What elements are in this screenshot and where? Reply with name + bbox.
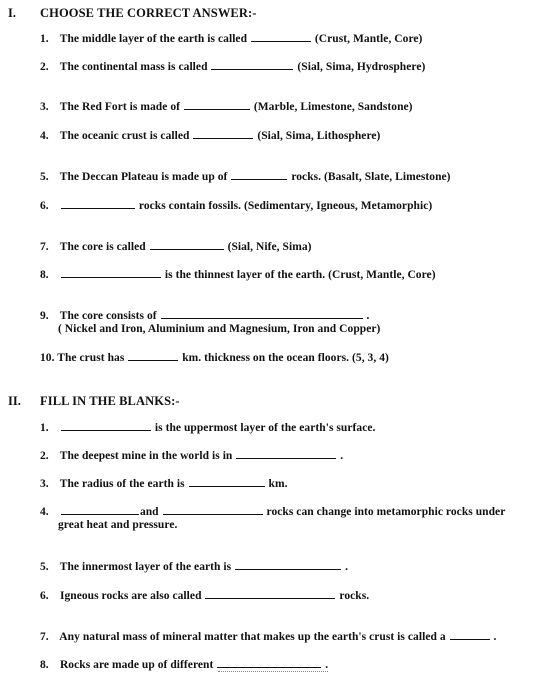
s2-question-4-continued: great heat and pressure.: [58, 519, 178, 531]
answer-blank[interactable]: [236, 449, 336, 459]
answer-blank[interactable]: [163, 505, 263, 515]
answer-blank[interactable]: [128, 351, 178, 361]
s1-question-6: 6. rocks contain fossils. (Sedimentary, Igneous, Metamorphic): [40, 200, 433, 212]
section-2-title: FILL IN THE BLANKS:-: [40, 394, 180, 408]
s1-question-4: 4. The oceanic crust is called (Sial, Sima, Lithosphere): [40, 130, 381, 142]
answer-blank[interactable]: [193, 129, 253, 139]
s2-question-2: 2. The deepest mine in the world is in .: [40, 450, 344, 462]
answer-blank[interactable]: [205, 589, 335, 599]
s2-question-3: 3. The radius of the earth is km.: [40, 478, 288, 490]
s2-question-5: 5. The innermost layer of the earth is .: [40, 561, 348, 573]
s1-question-1: 1. The middle layer of the earth is called (Crust, Mantle, Core): [40, 33, 423, 45]
answer-blank[interactable]: [161, 309, 363, 319]
s1-question-10: 10. The crust has km. thickness on the ocean floors. (5, 3, 4): [40, 352, 389, 364]
section-1-title: CHOOSE THE CORRECT ANSWER:-: [40, 6, 257, 20]
section-1-number: I.: [8, 6, 16, 20]
s1-question-7: 7. The core is called (Sial, Nife, Sima): [40, 241, 312, 253]
s2-question-7: 7. Any natural mass of mineral matter that makes up the earth's crust is called a .: [40, 631, 497, 643]
s2-question-1: 1. is the uppermost layer of the earth's surface.: [40, 422, 376, 434]
s1-question-2: 2. The continental mass is called (Sial, Sima, Hydrosphere): [40, 61, 426, 73]
s2-question-8: 8. Rocks are made up of different .: [40, 659, 329, 671]
answer-blank[interactable]: [150, 240, 224, 250]
answer-blank[interactable]: [211, 60, 293, 70]
s2-question-6: 6. Igneous rocks are also called rocks.: [40, 590, 370, 602]
s1-question-3: 3. The Red Fort is made of (Marble, Limestone, Sandstone): [40, 101, 413, 113]
s1-question-9-options: ( Nickel and Iron, Aluminium and Magnesium, Iron and Copper): [58, 323, 381, 335]
answer-blank[interactable]: [61, 505, 139, 515]
answer-blank[interactable]: [61, 268, 161, 278]
dotted-guide-line: [218, 671, 328, 672]
s2-question-4: 4. and rocks can change into metamorphic rocks under: [40, 506, 506, 518]
answer-blank[interactable]: [184, 100, 250, 110]
s1-question-8: 8. is the thinnest layer of the earth. (Crust, Mantle, Core): [40, 269, 436, 281]
answer-blank[interactable]: [217, 658, 321, 668]
answer-blank[interactable]: [61, 421, 151, 431]
answer-blank[interactable]: [61, 199, 135, 209]
answer-blank[interactable]: [231, 170, 287, 180]
answer-blank[interactable]: [450, 630, 490, 640]
answer-blank[interactable]: [235, 560, 341, 570]
section-2-number: II.: [8, 394, 21, 408]
s1-question-5: 5. The Deccan Plateau is made up of rocks. (Basalt, Slate, Limestone): [40, 171, 451, 183]
s1-question-9: 9. The core consists of .: [40, 310, 370, 322]
answer-blank[interactable]: [251, 32, 311, 42]
answer-blank[interactable]: [189, 477, 265, 487]
